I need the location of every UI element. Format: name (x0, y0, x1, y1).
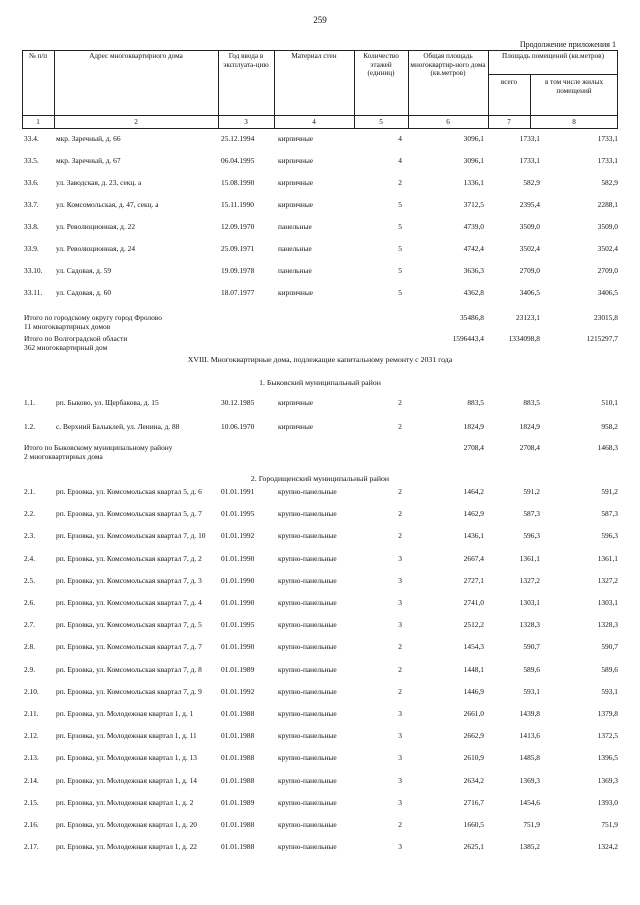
row-total-area: 4362,8 (463, 288, 484, 297)
row-number: 2.6. (24, 598, 36, 607)
row-total-area: 3636,3 (463, 266, 484, 275)
row-premises-all: 3502,4 (519, 244, 540, 253)
colnum-5: 5 (379, 118, 383, 126)
row-premises-residential: 510,1 (601, 398, 618, 407)
row-premises-residential: 3502,4 (597, 244, 618, 253)
total-region-line1: Итого по Волгоградской области (24, 334, 128, 343)
row-number: 2.12. (24, 731, 39, 741)
row-premises-all: 591,2 (523, 487, 540, 496)
row-total-area: 3096,1 (463, 156, 484, 165)
row-number: 2.3. (24, 531, 36, 541)
row-year: 01.01.1995 (221, 620, 255, 630)
row-floors: 4 (398, 156, 402, 165)
row-premises-residential: 1733,1 (597, 156, 618, 165)
total-bykovo-all: 2708,4 (519, 443, 540, 452)
total-frolovo-line2: 11 многоквартирных домов (24, 322, 111, 332)
row-floors: 3 (398, 620, 402, 630)
row-premises-residential: 958,2 (601, 422, 618, 431)
row-premises-residential: 1324,2 (597, 842, 618, 852)
row-number: 33.4. (24, 134, 39, 143)
row-total-area: 883,5 (467, 398, 484, 407)
row-year: 30.12.1985 (221, 398, 255, 407)
page-number: 259 (313, 15, 327, 25)
row-address: ул. Садовая, д. 60 (56, 288, 112, 297)
row-address: рп. Ерзовка, ул. Комсомольская квартал 7, д. 9 (56, 686, 202, 696)
row-premises-all: 1361,1 (519, 553, 540, 563)
row-total-area: 4742,4 (463, 244, 484, 253)
row-total-area: 1464,2 (463, 487, 484, 496)
row-number: 2.13. (24, 753, 39, 763)
row-address: ул. Революционная, д. 24 (56, 244, 136, 253)
row-premises-residential: 593,1 (601, 686, 618, 696)
row-premises-all: 1439,8 (519, 709, 540, 718)
row-material: крупно-панельные (278, 531, 337, 541)
row-address: рп. Ерзовка, ул. Молодежная квартал 1, д. 22 (56, 842, 197, 852)
header-premises-area: Площадь помещений (кв.метров) (502, 52, 604, 60)
total-frolovo-area: 35486,8 (459, 313, 484, 322)
row-number: 2.5. (24, 575, 36, 585)
row-premises-all: 1369,3 (519, 775, 540, 785)
row-address: мкр. Заречный, д. 66 (56, 134, 121, 143)
row-floors: 2 (398, 820, 402, 829)
row-premises-all: 1328,3 (519, 620, 540, 630)
colnum-1: 1 (36, 118, 40, 126)
row-material: кирпичные (278, 288, 314, 297)
row-address: рп. Ерзовка, ул. Комсомольская квартал 7, д. 4 (56, 598, 202, 607)
total-bykovo-area: 2708,4 (463, 443, 484, 452)
row-material: кирпичные (278, 134, 314, 143)
row-address: рп. Ерзовка, ул. Молодежная квартал 1, д. 14 (56, 775, 197, 785)
row-year: 01.01.1988 (221, 753, 255, 763)
appendix-note: Продолжение приложения 1 (519, 40, 616, 49)
row-year: 01.01.1988 (221, 842, 255, 852)
row-number: 2.15. (24, 797, 39, 807)
row-year: 01.01.1992 (221, 686, 255, 696)
row-material: крупно-панельные (278, 686, 337, 696)
colnum-6: 6 (446, 118, 450, 126)
row-premises-all: 3406,5 (519, 288, 540, 297)
row-total-area: 1336,1 (463, 178, 484, 187)
row-premises-residential: 589,6 (601, 664, 618, 674)
row-number: 2.10. (24, 686, 39, 696)
row-premises-all: 1824,9 (519, 422, 540, 431)
row-premises-residential: 3509,0 (597, 222, 618, 231)
row-premises-residential: 590,7 (601, 642, 618, 652)
row-year: 01.01.1989 (221, 797, 255, 807)
row-premises-residential: 596,3 (601, 531, 618, 541)
row-number: 1.1. (24, 398, 36, 407)
row-year: 01.01.1988 (221, 709, 255, 718)
header-num: № п/п (28, 52, 48, 60)
row-floors: 5 (398, 200, 402, 209)
row-number: 33.8. (24, 222, 39, 231)
row-material: панельные (278, 266, 312, 275)
row-total-area: 2727,1 (463, 575, 484, 585)
row-material: кирпичные (278, 178, 314, 187)
row-material: панельные (278, 222, 312, 231)
row-premises-all: 1454,6 (519, 797, 540, 807)
row-total-area: 1824,9 (463, 422, 484, 431)
row-number: 2.1. (24, 487, 36, 496)
row-address: рп. Ерзовка, ул. Комсомольская квартал 7, д. 8 (56, 664, 202, 674)
total-frolovo-line1: Итого по городскому округу город Фролово (24, 313, 162, 322)
row-number: 33.9. (24, 244, 39, 253)
row-year: 10.06.1970 (221, 422, 255, 431)
total-region-area: 1596443,4 (452, 334, 484, 343)
row-address: рп. Ерзовка, ул. Комсомольская квартал 7, д. 10 (56, 531, 206, 541)
row-number: 2.2. (24, 509, 36, 519)
row-total-area: 2661,0 (463, 709, 484, 718)
row-floors: 3 (398, 575, 402, 585)
row-material: крупно-панельные (278, 775, 337, 785)
row-floors: 3 (398, 731, 402, 741)
row-premises-all: 1733,1 (519, 156, 540, 165)
row-address: рп. Ерзовка, ул. Комсомольская квартал 5, д. 6 (56, 487, 202, 496)
total-region-all: 1334098,8 (508, 334, 540, 343)
row-material: крупно-панельные (278, 731, 337, 741)
row-total-area: 2610,9 (463, 753, 484, 763)
row-floors: 2 (398, 178, 402, 187)
row-premises-all: 589,6 (523, 664, 540, 674)
row-premises-residential: 1393,0 (597, 797, 618, 807)
row-year: 01.01.1988 (221, 775, 255, 785)
row-premises-residential: 751,9 (601, 820, 618, 829)
row-floors: 2 (398, 487, 402, 496)
row-floors: 3 (398, 842, 402, 852)
row-premises-all: 1303,1 (519, 598, 540, 607)
row-material: крупно-панельные (278, 820, 337, 829)
row-year: 15.08.1990 (221, 178, 255, 187)
row-number: 2.11. (24, 709, 39, 718)
row-floors: 3 (398, 709, 402, 718)
colnum-2: 2 (134, 118, 138, 126)
row-year: 01.01.1990 (221, 598, 255, 607)
subsection-bykovsky: 1. Быковский муниципальный район (259, 378, 381, 387)
total-frolovo-res: 23015,8 (593, 313, 618, 322)
header-material: Материал стен (291, 52, 337, 60)
row-premises-residential: 1396,5 (597, 753, 618, 763)
header-year: Год ввода в эксплуата-цию (223, 52, 269, 69)
header-premises-residential: в том числе жилых помещений (544, 78, 604, 95)
row-address: ул. Садовая, д. 59 (56, 266, 112, 275)
colnum-3: 3 (244, 118, 248, 126)
row-floors: 4 (398, 134, 402, 143)
row-material: панельные (278, 244, 312, 253)
row-total-area: 2667,4 (463, 553, 484, 563)
row-total-area: 2634,2 (463, 775, 484, 785)
row-premises-residential: 1369,3 (597, 775, 618, 785)
row-year: 01.01.1988 (221, 731, 255, 741)
row-premises-all: 593,1 (523, 686, 540, 696)
row-material: кирпичные (278, 422, 314, 431)
row-address: рп. Ерзовка, ул. Комсомольская квартал 7, д. 2 (56, 553, 202, 563)
total-bykovo-label (24, 443, 172, 461)
row-material: крупно-панельные (278, 642, 337, 652)
row-number: 33.7. (24, 200, 39, 209)
row-total-area: 1436,1 (463, 531, 484, 541)
row-premises-residential: 582,9 (601, 178, 618, 187)
row-premises-all: 1733,1 (519, 134, 540, 143)
row-year: 25.12.1994 (221, 134, 255, 143)
total-bykovo-line2: 2 многоквартирных дома (24, 452, 103, 462)
total-frolovo-all: 23123,1 (515, 313, 540, 322)
row-premises-all: 590,7 (523, 642, 540, 652)
row-premises-all: 1327,2 (519, 575, 540, 585)
row-floors: 2 (398, 531, 402, 541)
row-year: 12.09.1970 (221, 222, 255, 231)
row-premises-residential: 587,3 (601, 509, 618, 519)
row-total-area: 1462,9 (463, 509, 484, 519)
row-number: 33.5. (24, 156, 39, 165)
row-material: крупно-панельные (278, 842, 337, 852)
row-year: 25.09.1971 (221, 244, 255, 253)
row-year: 18.07.1977 (221, 288, 255, 297)
row-address: рп. Ерзовка, ул. Молодежная квартал 1, д. 13 (56, 753, 197, 763)
row-premises-residential: 1361,1 (597, 553, 618, 563)
row-floors: 3 (398, 598, 402, 607)
row-floors: 2 (398, 642, 402, 652)
row-material: крупно-панельные (278, 709, 337, 718)
row-number: 2.17. (24, 842, 39, 852)
row-year: 01.01.1995 (221, 509, 255, 519)
row-premises-residential: 3406,5 (597, 288, 618, 297)
row-material: кирпичные (278, 156, 314, 165)
row-address: рп. Ерзовка, ул. Молодежная квартал 1, д. 2 (56, 797, 194, 807)
row-floors: 3 (398, 753, 402, 763)
row-premises-residential: 1379,8 (597, 709, 618, 718)
row-material: крупно-панельные (278, 553, 337, 563)
row-address: рп. Ерзовка, ул. Молодежная квартал 1, д. 1 (56, 709, 194, 718)
row-total-area: 2512,2 (463, 620, 484, 630)
row-premises-all: 587,3 (523, 509, 540, 519)
row-premises-all: 883,5 (523, 398, 540, 407)
total-region-label (24, 334, 127, 352)
row-total-area: 4739,0 (463, 222, 484, 231)
row-address: ул. Комсомольская, д. 47, секц. а (56, 200, 159, 209)
row-total-area: 3712,5 (463, 200, 484, 209)
row-year: 01.01.1988 (221, 820, 255, 829)
row-total-area: 2741,0 (463, 598, 484, 607)
row-number: 2.14. (24, 775, 39, 785)
row-premises-residential: 1303,1 (597, 598, 618, 607)
row-address: мкр. Заречный, д. 67 (56, 156, 121, 165)
row-year: 01.01.1992 (221, 531, 255, 541)
row-premises-all: 1413,6 (519, 731, 540, 741)
row-material: крупно-панельные (278, 664, 337, 674)
header-floors: Количество этажей (единиц) (363, 52, 399, 78)
row-material: крупно-панельные (278, 753, 337, 763)
row-material: кирпичные (278, 200, 314, 209)
row-premises-residential: 1372,5 (597, 731, 618, 741)
section-title: XVIII. Многоквартирные дома, подлежащие капитальному ремонту с 2031 года (187, 355, 453, 364)
total-bykovo-res: 1468,3 (597, 443, 618, 452)
row-address: рп. Быково, ул. Щербакова, д. 15 (56, 398, 159, 407)
row-floors: 5 (398, 266, 402, 275)
row-total-area: 2662,9 (463, 731, 484, 741)
row-total-area: 1660,5 (463, 820, 484, 829)
row-year: 19.09.1978 (221, 266, 255, 275)
row-number: 2.8. (24, 642, 36, 652)
total-frolovo-label (24, 313, 162, 331)
colnum-8: 8 (572, 118, 576, 126)
row-address: с. Верхний Балыклей, ул. Ленина, д. 88 (56, 422, 180, 431)
row-premises-residential: 591,2 (601, 487, 618, 496)
row-floors: 3 (398, 553, 402, 563)
row-floors: 5 (398, 222, 402, 231)
row-number: 2.7. (24, 620, 36, 630)
row-total-area: 3096,1 (463, 134, 484, 143)
row-premises-all: 596,3 (523, 531, 540, 541)
row-year: 15.11.1990 (221, 200, 254, 209)
row-total-area: 1454,3 (463, 642, 484, 652)
row-floors: 2 (398, 398, 402, 407)
row-number: 1.2. (24, 422, 36, 431)
row-number: 2.9. (24, 664, 36, 674)
row-premises-residential: 1327,2 (597, 575, 618, 585)
row-floors: 5 (398, 288, 402, 297)
row-material: крупно-панельные (278, 598, 337, 607)
row-premises-residential: 2709,0 (597, 266, 618, 275)
row-floors: 3 (398, 797, 402, 807)
row-floors: 2 (398, 422, 402, 431)
row-total-area: 2625,1 (463, 842, 484, 852)
row-premises-all: 2709,0 (519, 266, 540, 275)
row-year: 01.01.1989 (221, 664, 255, 674)
row-number: 33.6. (24, 178, 39, 187)
row-material: кирпичные (278, 398, 314, 407)
row-address: рп. Ерзовка, ул. Комсомольская квартал 7, д. 7 (56, 642, 202, 652)
row-year: 01.01.1991 (221, 487, 255, 496)
row-premises-all: 751,9 (523, 820, 540, 829)
header-address: Адрес многоквартирного дома (89, 52, 183, 60)
row-floors: 2 (398, 664, 402, 674)
row-year: 01.01.1990 (221, 553, 255, 563)
total-region-res: 1215297,7 (586, 334, 618, 343)
row-address: ул. Революционная, д. 22 (56, 222, 136, 231)
row-address: рп. Ерзовка, ул. Молодежная квартал 1, д. 20 (56, 820, 197, 829)
total-region-line2: 362 многоквартирный дом (24, 343, 108, 353)
row-floors: 5 (398, 244, 402, 253)
row-premises-all: 3509,0 (519, 222, 540, 231)
row-premises-residential: 1328,3 (597, 620, 618, 630)
row-total-area: 1448,1 (463, 664, 484, 674)
row-material: крупно-панельные (278, 509, 337, 519)
row-address: рп. Ерзовка, ул. Комсомольская квартал 7, д. 3 (56, 575, 202, 585)
row-premises-all: 582,9 (523, 178, 540, 187)
row-total-area: 2716,7 (463, 797, 484, 807)
row-material: крупно-панельные (278, 620, 337, 630)
total-bykovo-line1: Итого по Быковскому муниципальному району (24, 443, 173, 452)
row-floors: 2 (398, 509, 402, 519)
row-material: крупно-панельные (278, 487, 337, 496)
header-total-area: Общая площадь многоквартир-ного дома (кв.метров) (410, 52, 486, 78)
row-number: 2.16. (24, 820, 39, 829)
row-premises-all: 1485,8 (519, 753, 540, 763)
row-address: рп. Ерзовка, ул. Молодежная квартал 1, д. 11 (56, 731, 197, 741)
row-year: 01.01.1990 (221, 642, 255, 652)
row-premises-residential: 1733,1 (597, 134, 618, 143)
row-total-area: 1446,9 (463, 686, 484, 696)
row-floors: 3 (398, 775, 402, 785)
row-premises-all: 2395,4 (519, 200, 540, 209)
row-address: ул. Заводская, д. 23, секц. а (56, 178, 142, 187)
row-number: 33.11. (24, 288, 43, 297)
subsection-gorodishchensky: 2. Городищенский муниципальный район (250, 474, 390, 483)
colnum-4: 4 (312, 118, 316, 126)
header-premises-all: всего (500, 78, 518, 86)
row-premises-all: 1385,2 (519, 842, 540, 852)
row-number: 2.4. (24, 553, 36, 563)
row-premises-residential: 2288,1 (597, 200, 618, 209)
row-year: 01.01.1990 (221, 575, 255, 585)
row-year: 06.04.1995 (221, 156, 255, 165)
row-address: рп. Ерзовка, ул. Комсомольская квартал 7, д. 5 (56, 620, 202, 630)
row-material: крупно-панельные (278, 797, 337, 807)
row-material: крупно-панельные (278, 575, 337, 585)
row-address: рп. Ерзовка, ул. Комсомольская квартал 5, д. 7 (56, 509, 202, 519)
colnum-7: 7 (507, 118, 511, 126)
row-floors: 2 (398, 686, 402, 696)
row-number: 33.10. (24, 266, 43, 275)
